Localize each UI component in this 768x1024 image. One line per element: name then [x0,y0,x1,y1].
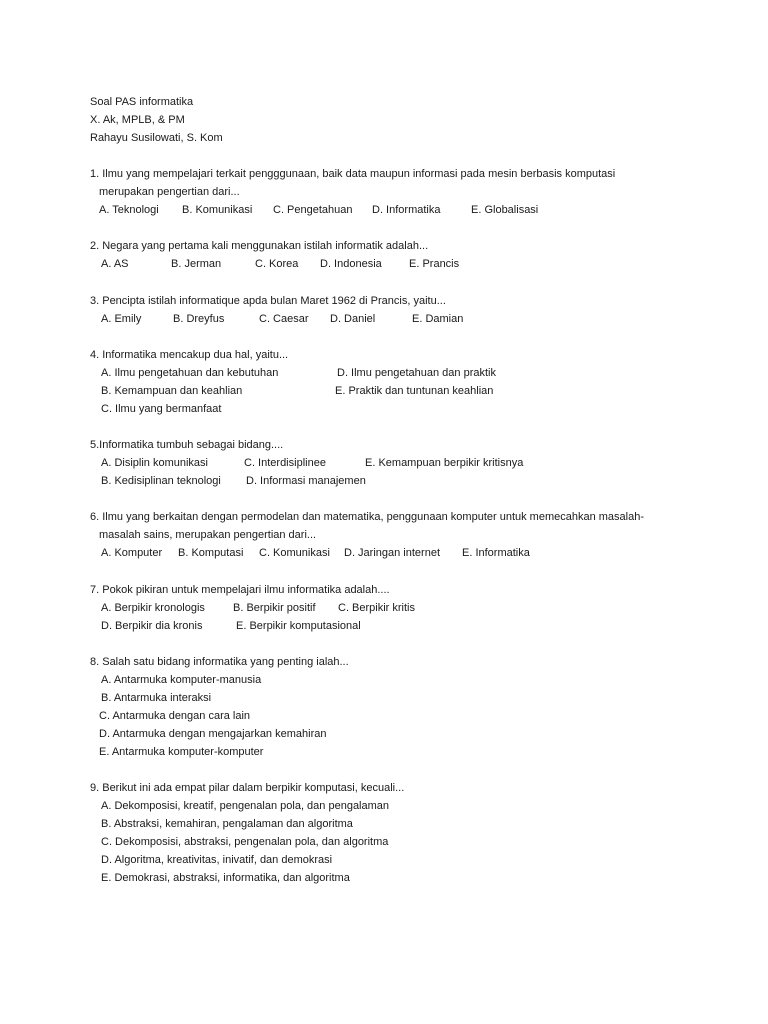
q6-option-e: E. Informatika [462,547,530,559]
q4-option-a: A. Ilmu pengetahuan dan kebutuhan [101,367,279,379]
q6-option-c: C. Komunikasi [259,547,330,559]
q3-option-a: A. Emily [101,313,142,325]
question-9-stem: 9. Berikut ini ada empat pilar dalam berpikir komputasi, kecuali... [90,782,405,794]
q1-option-b: B. Komunikasi [182,204,253,216]
q9-option-b: B. Abstraksi, kemahiran, pengalaman dan algoritma [101,818,353,830]
q9-option-a: A. Dekomposisi, kreatif, pengenalan pola, dan pengalaman [101,800,390,812]
question-7-stem: 7. Pokok pikiran untuk mempelajari ilmu informatika adalah.... [90,584,390,596]
q8-option-c: C. Antarmuka dengan cara lain [99,710,251,722]
q4-option-c: C. Ilmu yang bermanfaat [101,403,222,415]
question-6-stem-cont: masalah sains, merupakan pengertian dari... [99,529,317,541]
q5-option-e: E. Kemampuan berpikir kritisnya [365,457,524,469]
q2-option-b: B. Jerman [171,258,222,270]
q2-option-e: E. Prancis [409,258,460,270]
q3-option-b: B. Dreyfus [173,313,225,325]
q2-option-c: C. Korea [255,258,299,270]
q8-option-a: A. Antarmuka komputer-manusia [101,674,262,686]
q7-option-b: B. Berpikir positif [233,602,316,614]
question-5-stem: 5.Informatika tumbuh sebagai bidang.... [90,439,284,451]
q7-option-c: C. Berpikir kritis [338,602,416,614]
question-1-stem-cont: merupakan pengertian dari... [99,186,240,198]
q6-option-d: D. Jaringan internet [344,547,440,559]
q3-option-e: E. Damian [412,313,464,325]
q9-option-e: E. Demokrasi, abstraksi, informatika, dan algoritma [101,872,350,884]
question-3-stem: 3. Pencipta istilah informatique apda bulan Maret 1962 di Prancis, yaitu... [90,295,446,307]
doc-teacher: Rahayu Susilowati, S. Kom [90,132,223,144]
q8-option-b: B. Antarmuka interaksi [101,692,212,704]
q4-option-d: D. Ilmu pengetahuan dan praktik [337,367,496,379]
q4-option-e: E. Praktik dan tuntunan keahlian [335,385,494,397]
q8-option-d: D. Antarmuka dengan mengajarkan kemahiran [99,728,327,740]
question-6-stem: 6. Ilmu yang berkaitan dengan permodelan dan matematika, penggunaan komputer untuk memecahkan masalah- [90,511,645,523]
question-1-stem: 1. Ilmu yang mempelajari terkait pengggunaan, baik data maupun informasi pada mesin berbasis komputasi [90,168,616,180]
q5-option-c: C. Interdisiplinee [244,457,326,469]
question-4-stem: 4. Informatika mencakup dua hal, yaitu... [90,349,289,361]
q7-option-a: A. Berpikir kronologis [101,602,205,614]
q5-option-d: D. Informasi manajemen [246,475,366,487]
q6-option-a: A. Komputer [101,547,163,559]
q2-option-a: A. AS [101,258,129,270]
q3-option-c: C. Caesar [259,313,309,325]
q4-option-b: B. Kemampuan dan keahlian [101,385,243,397]
q1-option-c: C. Pengetahuan [273,204,353,216]
question-8-stem: 8. Salah satu bidang informatika yang penting ialah... [90,656,349,668]
q1-option-a: A. Teknologi [99,204,159,216]
doc-title: Soal PAS informatika [90,96,194,108]
doc-class: X. Ak, MPLB, & PM [90,114,185,126]
q5-option-b: B. Kedisiplinan teknologi [101,475,221,487]
q2-option-d: D. Indonesia [320,258,382,270]
question-2-stem: 2. Negara yang pertama kali menggunakan istilah informatik adalah... [90,240,429,252]
q3-option-d: D. Daniel [330,313,376,325]
q9-option-d: D. Algoritma, kreativitas, inivatif, dan demokrasi [101,854,333,866]
q1-option-d: D. Informatika [372,204,441,216]
q7-option-d: D. Berpikir dia kronis [101,620,203,632]
q7-option-e: E. Berpikir komputasional [236,620,361,632]
q9-option-c: C. Dekomposisi, abstraksi, pengenalan pola, dan algoritma [101,836,389,848]
q5-option-a: A. Disiplin komunikasi [101,457,208,469]
q8-option-e: E. Antarmuka komputer-komputer [99,746,264,758]
q1-option-e: E. Globalisasi [471,204,539,216]
q6-option-b: B. Komputasi [178,547,244,559]
